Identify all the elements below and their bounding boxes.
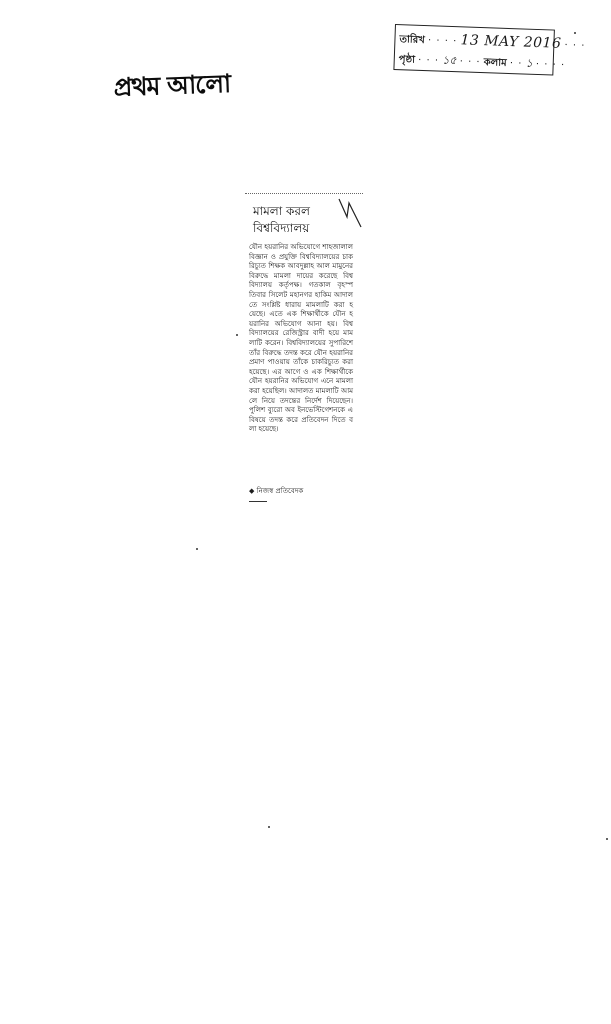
scan-speck xyxy=(268,826,270,828)
headline-line-2: বিশ্ববিদ্যালয় xyxy=(253,221,310,235)
scan-speck xyxy=(574,32,576,34)
stamp-page-label: পৃষ্ঠা xyxy=(398,54,416,66)
headline-line-1: মামলা করল xyxy=(253,204,310,218)
stamp-column-label: কলাম xyxy=(483,57,507,69)
archive-stamp xyxy=(393,24,586,76)
scan-speck xyxy=(236,334,238,336)
handwritten-tick-mark xyxy=(337,197,363,229)
stamp-date-value: 13 MAY 2016 xyxy=(460,32,562,52)
newspaper-masthead: প্রথম আলো xyxy=(113,68,231,102)
scan-speck xyxy=(196,548,198,550)
news-clipping xyxy=(245,193,363,511)
stamp-page-row: পৃষ্ঠা · · · ১৫ · · · কলাম · · ১ · · · · xyxy=(398,53,566,71)
stamp-date-label: তারিখ xyxy=(399,34,425,47)
scan-speck xyxy=(606,838,608,840)
article-body: যৌন হয়রানির অভিযোগে শাহজালাল বিজ্ঞান ও প্রযুক্তি বিশ্ববিদ্যালয়ের চাকরিচ্যুত শিক্ষক আবদুল্লাহ আল মামুনের বিরুদ্ধে মামলা দায়ের করেছে বিশ্ববিদ্যালয় কর্তৃপক্ষ। গতকাল বৃহস্পতিবার সিলেট মহানগর হাকিম আদালতে সংশ্লিষ্ট ধারায় মামলাটি করা হয়েছে। এতে এক শিক্ষার্থীকে যৌন হয়রানির অভিযোগ আনা হয়। বিশ্ববিদ্যালয়ের রেজিস্ট্রার বাদী হয়ে মামলাটি করেন। বিশ্ববিদ্যালয়ের সুপারিশে তাঁর বিরুদ্ধে তদন্ত করে যৌন হয়রানির প্রমাণ পাওয়ায় তাঁকে চাকরিচ্যুত করা হয়েছে। এর আগে ও এক শিক্ষার্থীকে যৌন হয়রানির অভিযোগ এনে মামলা করা হয়েছিল। আদালত মামলাটি আমলে নিয়ে তদন্তের নির্দেশ দিয়েছেন। পুলিশ ব্যুরো অব ইনভেস্টিগেশনকে এ বিষয়ে তদন্ত করে প্রতিবেদন দিতে বলা হয়েছে। xyxy=(249,243,353,434)
article-headline xyxy=(253,203,343,237)
stamp-date-row: তারিখ · · · · 13 MAY 2016 · · · xyxy=(399,32,586,52)
article-byline: ◆ নিজস্ব প্রতিবেদক xyxy=(249,487,304,495)
stamp-column-value: ১ xyxy=(525,56,533,70)
article-end-rule xyxy=(249,501,267,502)
stamp-page-value: ১৫ xyxy=(442,53,457,68)
clipping-cut-edge xyxy=(245,193,363,196)
